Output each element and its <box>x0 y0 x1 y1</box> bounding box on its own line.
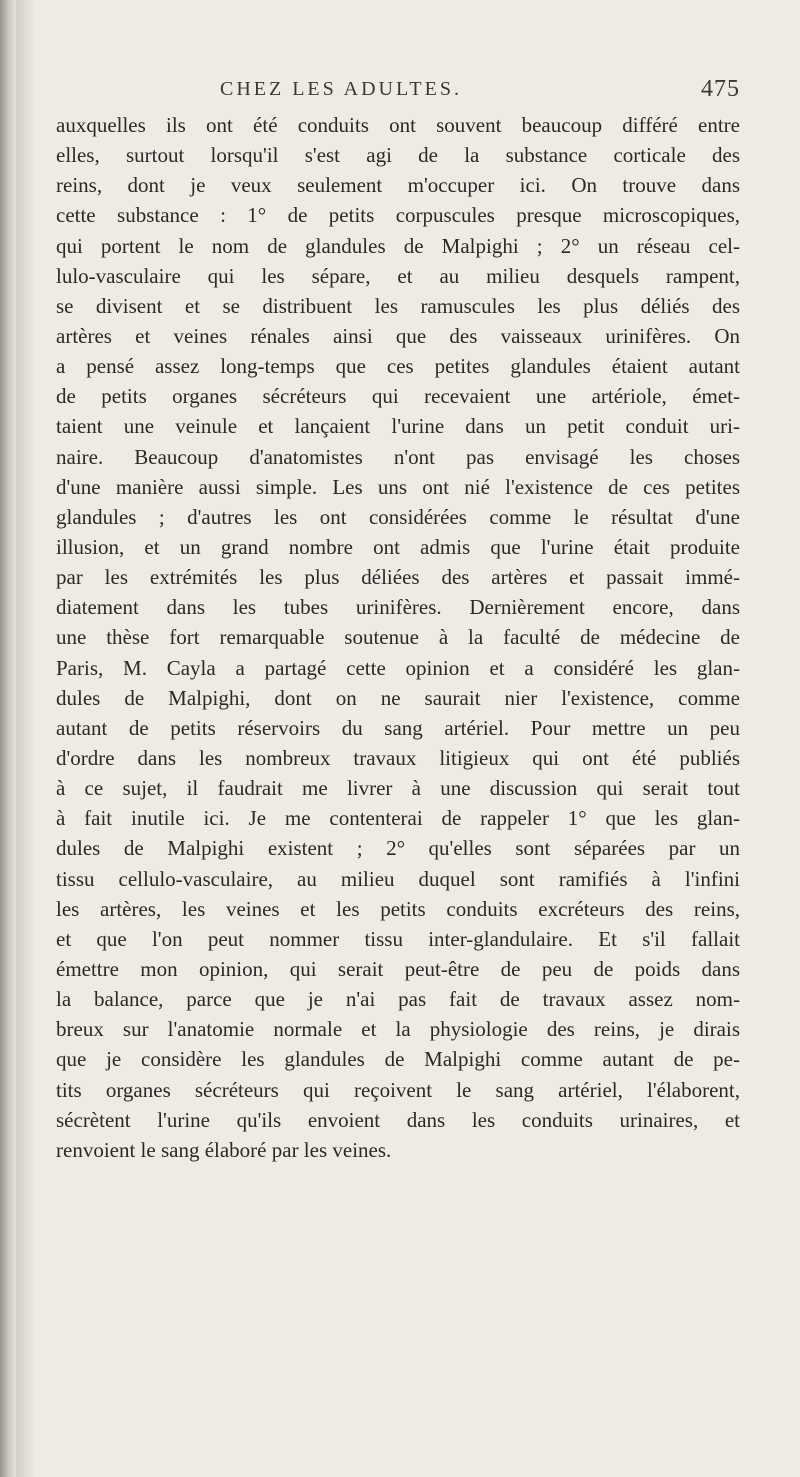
text-line: taient une veinule et lançaient l'urine dans un petit conduit uri- <box>56 414 740 439</box>
text-line: à ce sujet, il faudrait me livrer à une discussion qui serait tout <box>56 776 740 801</box>
text-line: tissu cellulo-vasculaire, au milieu duquel sont ramifiés à l'infini <box>56 866 740 891</box>
text-line: d'ordre dans les nombreux travaux litigieux qui ont été publiés <box>56 745 740 770</box>
text-line: que je considère les glandules de Malpighi comme autant de pe- <box>56 1047 740 1072</box>
text-line: renvoient le sang élaboré par les veines. <box>56 1137 392 1162</box>
text-line: émettre mon opinion, qui serait peut-être de peu de poids dans <box>56 956 740 981</box>
text-line: une thèse fort remarquable soutenue à la faculté de médecine de <box>56 625 740 650</box>
text-line: naire. Beaucoup d'anatomistes n'ont pas envisagé les choses <box>56 444 740 469</box>
text-line: illusion, et un grand nombre ont admis que l'urine était produite <box>56 534 740 559</box>
text-line: sécrètent l'urine qu'ils envoient dans les conduits urinaires, et <box>56 1107 740 1132</box>
page-number: 475 <box>701 76 740 102</box>
text-line: lulo-vasculaire qui les sépare, et au milieu desquels rampent, <box>56 263 740 288</box>
text-line: glandules ; d'autres les ont considérées comme le résultat d'une <box>56 504 740 529</box>
text-line: auxquelles ils ont été conduits ont souvent beaucoup différé entre <box>56 113 740 137</box>
text-line: elles, surtout lorsqu'il s'est agi de la substance corticale des <box>56 143 740 168</box>
text-line: a pensé assez long-temps que ces petites glandules étaient autant <box>56 354 740 379</box>
text-line: cette substance : 1° de petits corpuscules presque microscopiques, <box>56 203 740 228</box>
text-line: Paris, M. Cayla a partagé cette opinion et a considéré les glan- <box>56 655 740 680</box>
text-line: tits organes sécréteurs qui reçoivent le sang artériel, l'élaborent, <box>56 1077 740 1102</box>
body-text <box>56 110 740 1165</box>
text-line: breux sur l'anatomie normale et la physiologie des reins, je dirais <box>56 1017 740 1042</box>
text-line: à fait inutile ici. Je me contenterai de rappeler 1° que les glan- <box>56 806 740 831</box>
text-line: et que l'on peut nommer tissu inter-glandulaire. Et s'il fallait <box>56 926 740 951</box>
text-line: dules de Malpighi, dont on ne saurait nier l'existence, comme <box>56 685 740 710</box>
text-line: par les extrémités les plus déliées des artères et passait immé- <box>56 565 740 590</box>
text-line: la balance, parce que je n'ai pas fait de travaux assez nom- <box>56 987 740 1012</box>
text-line: reins, dont je veux seulement m'occuper ici. On trouve dans <box>56 173 740 198</box>
text-line: artères et veines rénales ainsi que des vaisseaux urinifères. On <box>56 323 740 348</box>
text-line: de petits organes sécréteurs qui recevaient une artériole, émet- <box>56 384 740 409</box>
text-line: d'une manière aussi simple. Les uns ont nié l'existence de ces petites <box>56 474 740 499</box>
text-line: autant de petits réservoirs du sang artériel. Pour mettre un peu <box>56 715 740 740</box>
text-line: qui portent le nom de glandules de Malpighi ; 2° un réseau cel- <box>56 233 740 258</box>
page-header <box>220 78 740 108</box>
text-line: se divisent et se distribuent les ramuscules les plus déliés des <box>56 293 740 318</box>
text-line: diatement dans les tubes urinifères. Dernièrement encore, dans <box>56 595 740 620</box>
running-head: CHEZ LES ADULTES. <box>220 78 462 100</box>
text-line: dules de Malpighi existent ; 2° qu'elles sont séparées par un <box>56 836 740 861</box>
text-line: les artères, les veines et les petits conduits excréteurs des reins, <box>56 896 740 921</box>
